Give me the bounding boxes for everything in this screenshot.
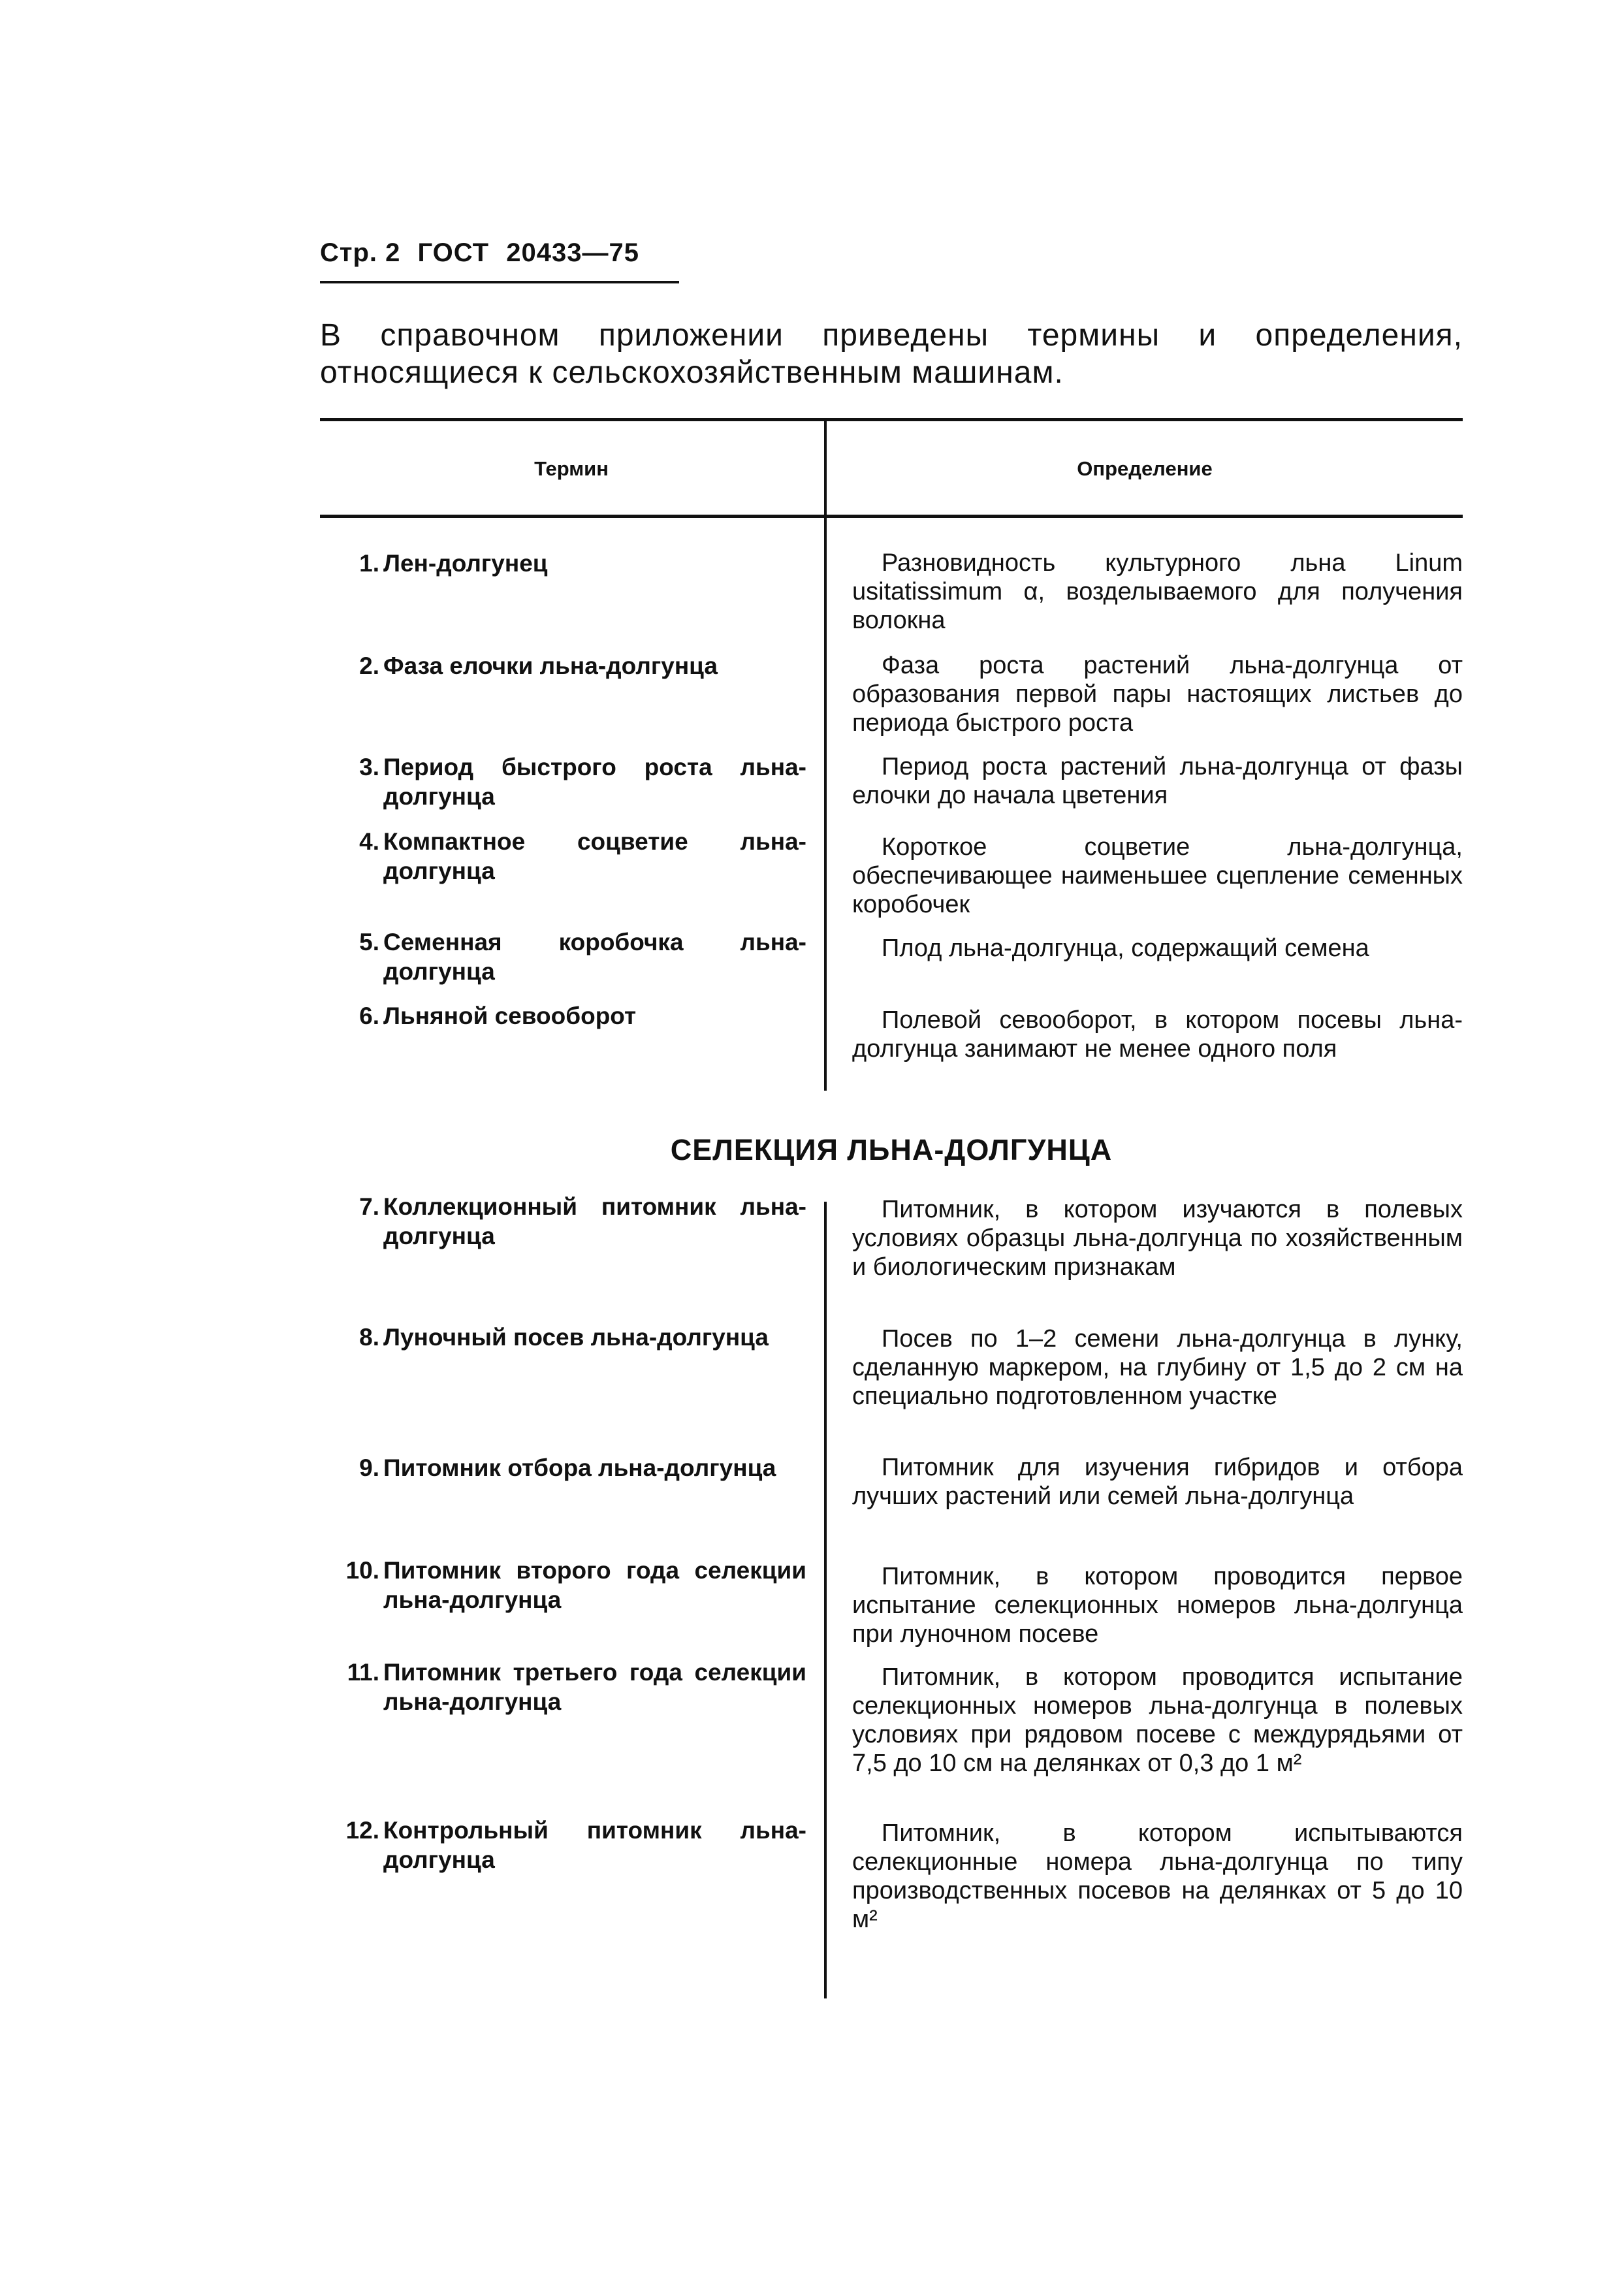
table-head-rule [320, 515, 1463, 518]
term-number: 4. [359, 828, 379, 855]
term-text: Период быстрого роста льна-долгунца [383, 754, 806, 810]
term-number: 7. [359, 1193, 379, 1220]
term-text: Луночный посев льна-долгунца [383, 1324, 769, 1351]
page-label: Стр. 2 [320, 238, 401, 267]
term-row [330, 927, 806, 986]
term-number: 6. [359, 1002, 379, 1029]
definition-text: Короткое соцветие льна-долгунца, обеспечивающее наименьшее сцепление семенных коробочек [852, 833, 1463, 918]
term-row [330, 752, 806, 811]
term-row [330, 1453, 806, 1483]
column-divider-upper [824, 418, 827, 1091]
header-rule [320, 281, 679, 283]
term-number: 12. [345, 1817, 379, 1844]
column-header-term: Термин [534, 457, 609, 480]
definition-text: Питомник для изучения гибридов и отбора лучших растений или семей льна-долгунца [852, 1454, 1463, 1510]
standard-number: 20433—75 [506, 238, 639, 267]
term-text: Лен-долгунец [383, 550, 548, 577]
term-text: Контрольный питомник льна-долгунца [383, 1817, 806, 1873]
term-text: Компактное соцветие льна-долгунца [383, 828, 806, 884]
term-text: Фаза елочки льна-долгунца [383, 652, 718, 679]
definition-text: Фаза роста растений льна-долгунца от образования первой пары настоящих листьев до периода быстрого роста [852, 652, 1463, 737]
term-number: 1. [359, 550, 379, 577]
definition-text: Разновидность культурного льна Linum usitatissimum α, возделываемого для получения волокна [852, 549, 1463, 634]
page-header [320, 238, 648, 268]
term-text: Питомник второго года селекции льна-долгунца [383, 1557, 806, 1613]
term-text: Питомник отбора льна-долгунца [383, 1454, 776, 1481]
term-number: 11. [347, 1659, 379, 1686]
term-number: 9. [359, 1454, 379, 1481]
column-header-definition: Определение [1077, 457, 1213, 480]
term-row [330, 1658, 806, 1716]
definition-text: Период роста растений льна-долгунца от фазы елочки до начала цветения [852, 753, 1463, 809]
term-row [330, 1192, 806, 1251]
term-row [330, 1323, 806, 1352]
column-divider-lower [824, 1202, 827, 1998]
definition-text: Посев по 1–2 семени льна-долгунца в лунку, сделанную маркером, на глубину от 1,5 до 2 см на специально подготовленном участке [852, 1325, 1463, 1410]
term-row [330, 1556, 806, 1614]
standard-label: ГОСТ [417, 238, 490, 267]
intro-paragraph: В справочном приложении приведены термины и определения, относящиеся к сельскохозяйственным машинам. [320, 318, 1463, 390]
table-top-rule [320, 418, 1463, 421]
term-text: Семенная коробочка льна-долгунца [383, 929, 806, 985]
term-row [330, 1816, 806, 1874]
section-title: СЕЛЕКЦИЯ ЛЬНА-ДОЛГУНЦА [670, 1133, 1113, 1166]
term-text: Питомник третьего года селекции льна-долгунца [383, 1659, 806, 1715]
term-number: 2. [359, 652, 379, 679]
term-number: 5. [359, 929, 379, 955]
definition-text: Питомник, в котором проводится первое испытание селекционных номеров льна-долгунца при луночном посеве [852, 1563, 1463, 1648]
term-row [330, 827, 806, 886]
definition-text: Полевой севооборот, в котором посевы льна-долгунца занимают не менее одного поля [852, 1006, 1463, 1063]
definition-text: Питомник, в котором проводится испытание селекционных номеров льна-долгунца в полевых условиях при рядовом посеве с междурядьями от 7,5 до 10 см на делянках от 0,3 до 1 м² [852, 1663, 1463, 1777]
term-row [330, 651, 806, 681]
term-number: 3. [359, 754, 379, 780]
definition-text: Плод льна-долгунца, содержащий семена [882, 935, 1369, 962]
definition-text: Питомник, в котором испытываются селекционные номера льна-долгунца по типу производственных посевов на делянках от 5 до 10 м² [852, 1820, 1463, 1933]
term-text: Коллекционный питомник льна-долгунца [383, 1193, 806, 1249]
term-number: 10. [345, 1557, 379, 1584]
definition-text: Питомник, в котором изучаются в полевых условиях образцы льна-долгунца по хозяйственным и биологическим признакам [852, 1196, 1463, 1281]
term-number: 8. [359, 1324, 379, 1351]
term-row [330, 549, 806, 578]
term-row [330, 1001, 806, 1031]
term-text: Льняной севооборот [383, 1002, 637, 1029]
